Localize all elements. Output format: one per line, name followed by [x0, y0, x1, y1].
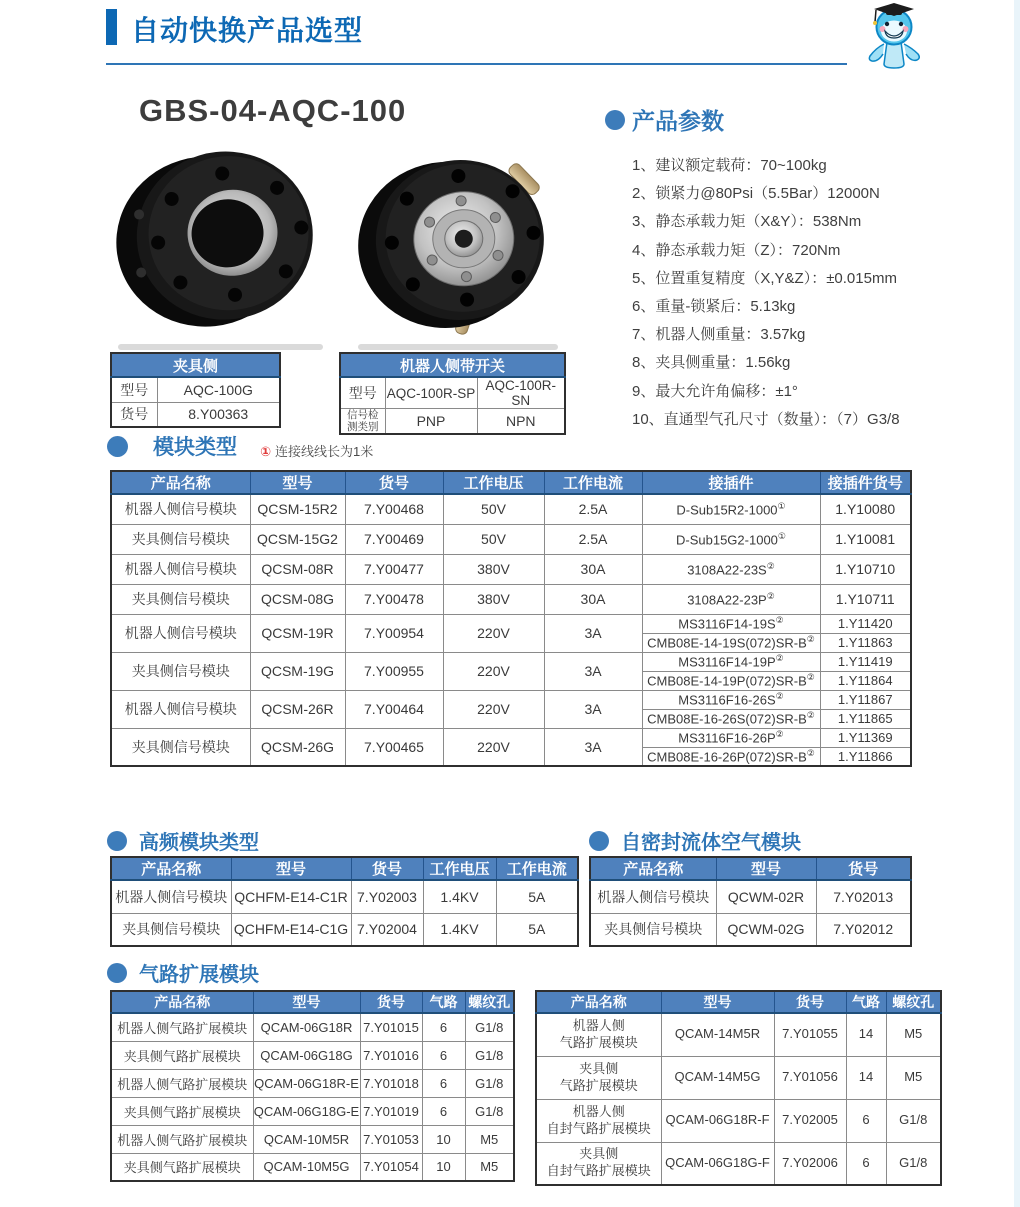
table-row: CMB08E-14-19S(072)SR-B② 1.Y11863: [111, 633, 911, 652]
header-accent-bar: [106, 9, 117, 45]
table-row: CMB08E-16-26S(072)SR-B② 1.Y11865: [111, 709, 911, 728]
table-row: 机器人侧 气路扩展模块 QCAM-14M5R 7.Y01055 14 M5: [536, 1013, 941, 1056]
params-title: 产品参数: [632, 108, 724, 134]
table-row: 机器人侧 自封气路扩展模块 QCAM-06G18R-F 7.Y02005 6 G1/8: [536, 1099, 941, 1142]
photo-shadow: [358, 344, 558, 350]
param-item: 3、静态承载力矩（X&Y）：538Nm: [632, 213, 862, 231]
table-row: 型号 AQC-100G: [111, 377, 280, 402]
table-row: 机器人侧气路扩展模块 QCAM-06G18R-E 7.Y01018 6 G1/8: [111, 1069, 514, 1097]
table-row: 夹具侧 气路扩展模块 QCAM-14M5G 7.Y01056 14 M5: [536, 1056, 941, 1099]
table-header-row: 产品名称 型号 货号 工作电压 工作电流: [111, 857, 578, 880]
param-item: 7、机器人侧重量：3.57kg: [632, 326, 806, 344]
table-header-row: 产品名称 型号 货号 工作电压 工作电流 接插件 接插件货号: [111, 471, 911, 494]
robot-product-image: [348, 143, 574, 343]
param-item: 10、直通型气孔尺寸（数量）：（7）G3/8: [632, 410, 900, 428]
table-row: 夹具侧气路扩展模块 QCAM-06G18G-E 7.Y01019 6 G1/8: [111, 1097, 514, 1125]
table-row: 型号 AQC-100R-SP AQC-100R-SN: [340, 377, 565, 409]
air-left-table: [110, 990, 515, 1182]
table-row: 机器人侧气路扩展模块 QCAM-06G18R 7.Y01015 6 G1/8: [111, 1013, 514, 1041]
table-row: 机器人侧信号模块 QCHFM-E14-C1R 7.Y02003 1.4KV 5A: [111, 880, 578, 913]
table-row: 夹具侧信号模块 QCSM-15G2 7.Y00469 50V 2.5A D-Sub15G2-1000① 1.Y10081: [111, 524, 911, 554]
page-edge-strip: [1014, 0, 1020, 1207]
param-item: 4、静态承载力矩（Z）：720Nm: [632, 241, 841, 259]
table-row: 信号检测类别 PNP NPN: [340, 409, 565, 435]
fluid-module-table: [589, 856, 912, 947]
table-row: 机器人侧气路扩展模块 QCAM-10M5R 7.Y01053 10 M5: [111, 1125, 514, 1153]
param-item: 6、重量-锁紧后：5.13kg: [632, 297, 796, 315]
section-bullet-icon: [605, 110, 625, 130]
table-row: 夹具侧信号模块 QCSM-26G 7.Y00465 220V 3A MS3116F16-26P② 1.Y11369: [111, 728, 911, 747]
module-type-title: 模块类型: [153, 436, 237, 459]
module-table: [110, 470, 912, 767]
table-row: 夹具侧气路扩展模块 QCAM-06G18G 7.Y01016 6 G1/8: [111, 1041, 514, 1069]
header-divider: [106, 63, 847, 65]
section-bullet-icon: [107, 963, 127, 983]
param-item: 2、锁紧力@80Psi（5.5Bar）12000N: [632, 185, 880, 203]
note-circled-one: ①: [260, 444, 272, 459]
table-row: 夹具侧 自封气路扩展模块 QCAM-06G18G-F 7.Y02006 6 G1/8: [536, 1142, 941, 1185]
air-module-title: 气路扩展模块: [139, 964, 259, 986]
fluid-module-title: 自密封流体空气模块: [621, 832, 801, 854]
table-row: 夹具侧信号模块 QCSM-19G 7.Y00955 220V 3A MS3116F14-19P② 1.Y11419: [111, 652, 911, 671]
product-name: GBS-04-AQC-100: [139, 93, 407, 128]
table-row: 机器人侧信号模块 QCSM-15R2 7.Y00468 50V 2.5A D-Sub15R2-1000① 1.Y10080: [111, 494, 911, 524]
photo-shadow: [118, 344, 323, 350]
table-header-row: 产品名称 型号 货号: [590, 857, 911, 880]
table-row: 机器人侧信号模块 QCSM-19R 7.Y00954 220V 3A MS3116F14-19S② 1.Y11420: [111, 614, 911, 633]
section-bullet-icon: [589, 831, 609, 851]
table-row: 机器人侧信号模块 QCSM-08R 7.Y00477 380V 30A 3108A22-23S② 1.Y10710: [111, 554, 911, 584]
table-row: 夹具侧气路扩展模块 QCAM-10M5G 7.Y01054 10 M5: [111, 1153, 514, 1181]
clamp-product-image: [106, 136, 336, 343]
page-title: 自动快换产品选型: [131, 15, 364, 46]
table-row: 夹具侧信号模块 QCWM-02G 7.Y02012: [590, 913, 911, 946]
hf-module-title: 高频模块类型: [139, 832, 259, 854]
clamp-side-table: [110, 352, 281, 428]
table-row: [340, 353, 565, 377]
param-item: 5、位置重复精度（X,Y&Z）：±0.015mm: [632, 269, 897, 287]
hf-module-table: [110, 856, 579, 947]
table-row: 货号 8.Y00363: [111, 402, 280, 427]
table-row: CMB08E-14-19P(072)SR-B② 1.Y11864: [111, 671, 911, 690]
param-item: 9、最大允许角偏移：±1°: [632, 382, 798, 400]
table-header-row: 产品名称 型号 货号 气路 螺纹孔: [111, 991, 514, 1013]
table-row: 机器人侧信号模块 QCSM-26R 7.Y00464 220V 3A MS3116F16-26S② 1.Y11867: [111, 690, 911, 709]
table-row: 夹具侧信号模块 QCSM-08G 7.Y00478 380V 30A 3108A22-23P② 1.Y10711: [111, 584, 911, 614]
table-row: 夹具侧信号模块 QCHFM-E14-C1G 7.Y02004 1.4KV 5A: [111, 913, 578, 946]
table-header-row: 产品名称 型号 货号 气路 螺纹孔: [536, 991, 941, 1013]
mascot-icon: [856, 0, 932, 74]
section-bullet-icon: [107, 436, 128, 457]
module-note: ① 连接线线长为1米: [260, 444, 374, 459]
table-row: CMB08E-16-26P(072)SR-B② 1.Y11866: [111, 747, 911, 766]
robot-table-title: 机器人侧带开关: [340, 353, 565, 377]
table-row: 机器人侧信号模块 QCWM-02R 7.Y02013: [590, 880, 911, 913]
params-list: [632, 152, 900, 434]
table-row: [111, 353, 280, 377]
section-bullet-icon: [107, 831, 127, 851]
param-item: 1、建议额定载荷：70~100kg: [632, 157, 827, 174]
air-right-table: [535, 990, 942, 1186]
robot-side-table: [339, 352, 566, 435]
param-item: 8、夹具侧重量：1.56kg: [632, 354, 791, 372]
clamp-table-title: 夹具侧: [111, 353, 280, 377]
